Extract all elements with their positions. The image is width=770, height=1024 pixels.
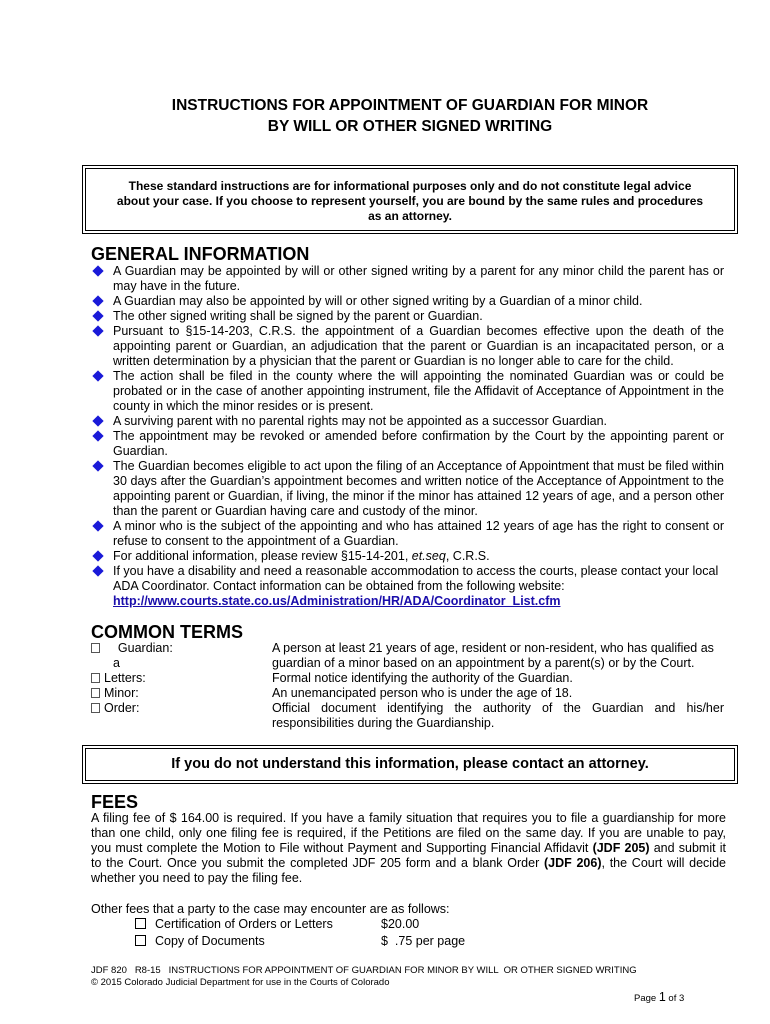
fee-item bbox=[135, 917, 419, 932]
diamond-bullet-icon bbox=[92, 520, 103, 531]
title-line-1: INSTRUCTIONS FOR APPOINTMENT OF GUARDIAN FOR MINOR bbox=[171, 97, 649, 114]
diamond-bullet-icon bbox=[92, 460, 103, 471]
list-item: The Guardian becomes eligible to act upon the filing of an Acceptance of Appointment that must be filed within 30 days after the Guardian’s appointment becomes and written notice of the Acceptance of Appointment to the appointing parent or Guardian, if living, the minor if the minor has attained 12 years of age, and a person other than the parent or Guardian having care and custody of the minor. bbox=[91, 459, 724, 519]
term-row-minor bbox=[91, 686, 724, 701]
ada-coordinator-link[interactable]: http://www.courts.state.co.us/Administration/HR/ADA/Coordinator_List.cfm bbox=[113, 594, 561, 608]
term-name: Guardian: bbox=[117, 641, 173, 655]
square-bullet-icon bbox=[91, 703, 100, 713]
list-item: For additional information, please review §15-14-201, et.seq, C.R.S. bbox=[91, 549, 724, 564]
fee-label: Copy of Documents bbox=[155, 934, 265, 948]
list-item: The other signed writing shall be signed by the parent or Guardian. bbox=[91, 309, 724, 324]
diamond-bullet-icon bbox=[92, 295, 103, 306]
list-item: A Guardian may also be appointed by will or other signed writing by a Guardian of a minor child. bbox=[91, 294, 724, 309]
square-bullet-icon bbox=[91, 643, 100, 653]
term-name: Minor: bbox=[104, 686, 139, 700]
diamond-bullet-icon bbox=[92, 310, 103, 321]
list-item: A minor who is the subject of the appointing and who has attained 12 years of age has the right to consent or refuse to consent to the appointment of a Guardian. bbox=[91, 519, 724, 549]
checkbox-icon bbox=[135, 918, 146, 929]
list-item: If you have a disability and need a reasonable accommodation to access the courts, please contact your local ADA Coordinator. Contact information can be obtained from the following website: http://www.courts.state.co.us/Administration/HR/ADA/Coordinator_List.cfm bbox=[91, 564, 724, 609]
disclaimer-line-2: about your case. If you choose to represent yourself, you are bound by the same rules and procedures bbox=[116, 194, 704, 208]
list-item: The action shall be filed in the county where the will appointing the nominated Guardian was or could be probated or in the case of another appointing instrument, file the Affidavit of Acceptance of Appointment in the county in which the minor resides or is present. bbox=[91, 369, 724, 414]
other-fees-intro: Other fees that a party to the case may encounter are as follows: bbox=[91, 902, 450, 916]
list-item: A surviving parent with no parental rights may not be appointed as a successor Guardian. bbox=[91, 414, 724, 429]
square-bullet-icon bbox=[91, 688, 100, 698]
fee-item bbox=[135, 934, 465, 949]
term-row-order bbox=[91, 701, 724, 731]
diamond-bullet-icon bbox=[92, 550, 103, 561]
footer-copyright: © 2015 Colorado Judicial Department for use in the Courts of Colorado bbox=[91, 977, 390, 988]
fees-heading: FEES bbox=[91, 792, 139, 812]
term-definition: Formal notice identifying the authority of the Guardian. bbox=[272, 671, 573, 685]
disclaimer-line-1: These standard instructions are for informational purposes only and do not constitute legal advice bbox=[128, 179, 692, 193]
diamond-bullet-icon bbox=[92, 370, 103, 381]
general-information-list bbox=[91, 264, 724, 609]
fees-paragraph: A filing fee of $ 164.00 is required. If you have a family situation that requires you to file a guardianship for more than one child, only one filing fee is required, if the Petitions are filed on the same day. If you are unable to pay, you must complete the Motion to File without Payment and Supporting Financial Affidavit (JDF 205) and submit it to the Court. Once you submit the completed JDF 205 form and a blank Order (JDF 206), the Court will decide whether you need to pay the filing fee. bbox=[91, 811, 726, 885]
term-definition: A person at least 21 years of age, resident or non-resident, who has qualified as bbox=[272, 641, 714, 655]
term-row-letters bbox=[91, 671, 724, 686]
attorney-notice-box bbox=[82, 745, 738, 784]
common-terms-heading: COMMON TERMS bbox=[91, 622, 243, 642]
attorney-notice: If you do not understand this information, please contact an attorney. bbox=[85, 748, 735, 781]
fee-amount: $ .75 per page bbox=[381, 934, 466, 948]
checkbox-icon bbox=[135, 935, 146, 946]
term-row-guardian bbox=[91, 641, 724, 656]
square-bullet-icon bbox=[91, 673, 100, 683]
disclaimer-line-3: as an attorney. bbox=[368, 209, 452, 223]
fee-amount: $20.00 bbox=[381, 917, 420, 931]
list-item: The appointment may be revoked or amended before confirmation by the Court by the appointing parent or Guardian. bbox=[91, 429, 724, 459]
diamond-bullet-icon bbox=[92, 430, 103, 441]
document-title bbox=[80, 95, 740, 137]
general-information-heading: GENERAL INFORMATION bbox=[91, 244, 310, 264]
diamond-bullet-icon bbox=[92, 265, 103, 276]
term-row-guardian-wrap: a guardian of a minor based on an appointment by a parent(s) or by the Court. bbox=[113, 656, 695, 670]
term-definition: An unemancipated person who is under the age of 18. bbox=[272, 686, 573, 700]
page-number: Page 1 of 3 bbox=[634, 990, 685, 1004]
term-name: Letters: bbox=[104, 671, 146, 685]
list-item: Pursuant to §15-14-203, C.R.S. the appointment of a Guardian becomes effective upon the death of the appointing parent or Guardian, an adjudication that the parent or Guardian is an incapacitated person, or a written determination by a physician that the parent or Guardian is no longer able to care for the child. bbox=[91, 324, 724, 369]
list-item: A Guardian may be appointed by will or other signed writing by a parent for any minor child the parent has or may have in the future. bbox=[91, 264, 724, 294]
diamond-bullet-icon bbox=[92, 415, 103, 426]
footer bbox=[91, 965, 731, 989]
fee-label: Certification of Orders or Letters bbox=[155, 917, 333, 931]
footer-form-id: JDF 820 R8-15 INSTRUCTIONS FOR APPOINTMENT OF GUARDIAN FOR MINOR BY WILL OR OTHER SIGNED WRITING bbox=[91, 965, 637, 976]
common-terms-list bbox=[91, 641, 724, 731]
term-definition: Official document identifying the authority of the Guardian and his/her responsibilities during the Guardianship. bbox=[272, 701, 724, 730]
diamond-bullet-icon bbox=[92, 325, 103, 336]
title-line-2: BY WILL OR OTHER SIGNED WRITING bbox=[267, 118, 553, 135]
term-name: Order: bbox=[104, 701, 140, 715]
diamond-bullet-icon bbox=[92, 565, 103, 576]
disclaimer-box bbox=[82, 165, 738, 234]
